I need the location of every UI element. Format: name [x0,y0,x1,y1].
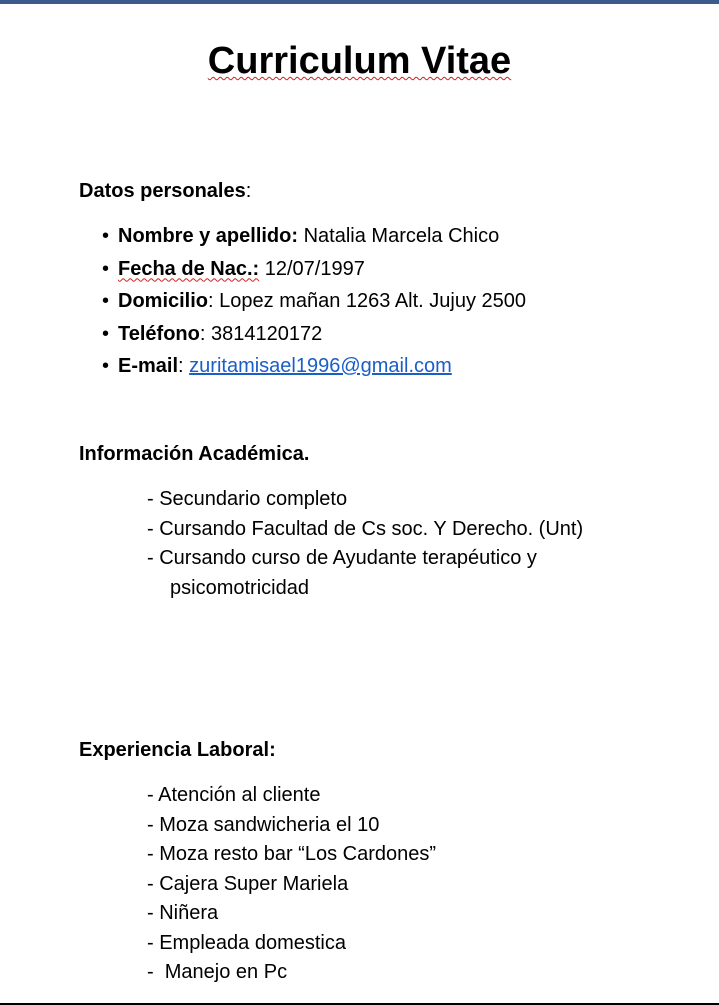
academic-item: - Cursando Facultad de Cs soc. Y Derecho. (Unt) [147,517,584,540]
work-item: - Moza resto bar “Los Cardones” [147,843,437,865]
personal-data-heading-text: Datos personales [79,180,246,202]
work-heading [79,738,276,762]
personal-item-address [102,289,526,322]
work-item: - Moza sandwicheria el 10 [147,813,380,836]
personal-data-heading [79,179,251,203]
work-item: - Manejo en Pc [147,961,288,983]
personal-item-birthdate [102,257,526,290]
address-value: Lopez mañan 1263 Alt. Jujuy 2500 [219,290,527,312]
address-separator: : [208,290,220,312]
academic-heading-text: Información Académica. [79,443,310,465]
academic-item: - Secundario completo [147,488,348,510]
bullet-icon: • [102,225,110,247]
personal-item-email [102,354,526,387]
name-value: Natalia Marcela Chico [303,225,500,247]
document-title [0,39,719,83]
academic-heading [79,442,309,466]
personal-data-list [102,224,526,387]
work-item: - Atención al cliente [147,784,321,806]
personal-item-name [102,224,526,257]
birthdate-value: 12/07/1997 [264,257,365,280]
phone-value: 3814120172 [210,322,323,345]
address-label: Domicilio [118,290,209,312]
bullet-icon: • [102,257,110,280]
phone-separator: : [199,322,211,345]
personal-data-heading-colon: : [245,180,252,202]
work-heading-text: Experiencia Laboral: [79,739,276,761]
name-label: Nombre y apellido: [118,225,299,247]
phone-label: Teléfono [118,322,200,345]
birthdate-label: Fecha de Nac.: [118,257,260,280]
document-title-text: Curriculum Vitae [207,40,512,82]
work-item: - Niñera [147,902,219,924]
bullet-icon: • [102,322,110,345]
work-item: - Empleada domestica [147,931,346,954]
bullet-icon: • [102,355,110,377]
bullet-icon: • [102,290,110,312]
work-list [147,783,436,990]
email-link[interactable]: zuritamisael1996@gmail.com [189,355,452,377]
academic-list [147,487,583,605]
personal-item-phone [102,322,526,355]
email-separator: : [178,355,190,377]
work-item: - Cajera Super Mariela [147,872,349,895]
academic-item: - Cursando curso de Ayudante terapéutico y [147,547,537,569]
email-label: E-mail [118,355,179,377]
academic-item-continuation: psicomotricidad [170,576,309,599]
